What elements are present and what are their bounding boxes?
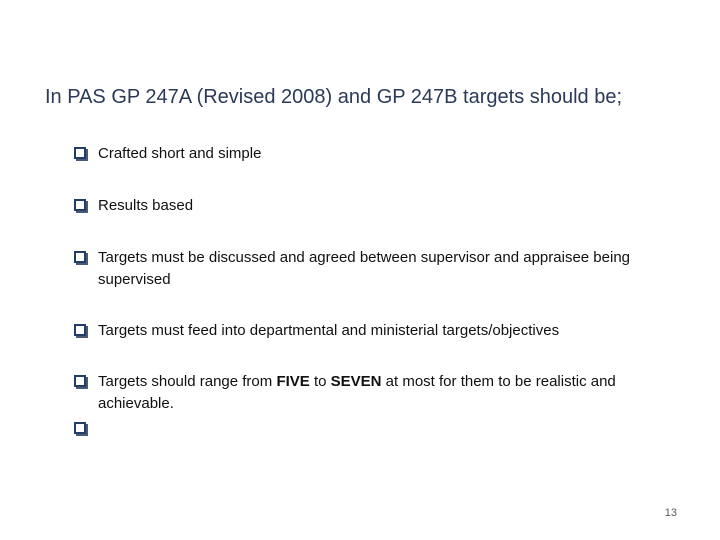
bullet-text-before: Targets should range from	[98, 373, 277, 390]
bullet-text-after: at most for them to be realistic and achievable.	[98, 373, 616, 412]
bullet-text: Crafted short and simple	[98, 145, 262, 162]
checkbox-square-icon	[74, 199, 86, 211]
bullet-text-bold-five: FIVE	[276, 373, 310, 390]
list-item	[74, 320, 674, 342]
bullet-text-bold-seven: SEVEN	[330, 373, 382, 390]
slide-title: In PAS GP 247A (Revised 2008) and GP 247B targets should be;	[45, 86, 623, 108]
checkbox-square-icon	[74, 251, 86, 263]
list-item	[74, 143, 674, 165]
bullet-text: Targets must be discussed and agreed between supervisor and appraisee being supervised	[98, 249, 631, 288]
list-item	[74, 195, 674, 217]
bullet-text: Results based	[98, 197, 194, 214]
checkbox-square-icon	[74, 324, 86, 336]
list-item	[74, 418, 674, 434]
bullet-text	[98, 371, 674, 415]
bullet-text: Targets must feed into departmental and ministerial targets/objectives	[98, 322, 560, 339]
page-number: 13	[664, 507, 677, 519]
list-item	[74, 247, 674, 291]
checkbox-square-icon	[74, 147, 86, 159]
checkbox-square-icon	[74, 375, 86, 387]
checkbox-square-icon	[74, 422, 86, 434]
bullet-text-middle: to	[309, 373, 331, 390]
list-item	[74, 371, 674, 415]
